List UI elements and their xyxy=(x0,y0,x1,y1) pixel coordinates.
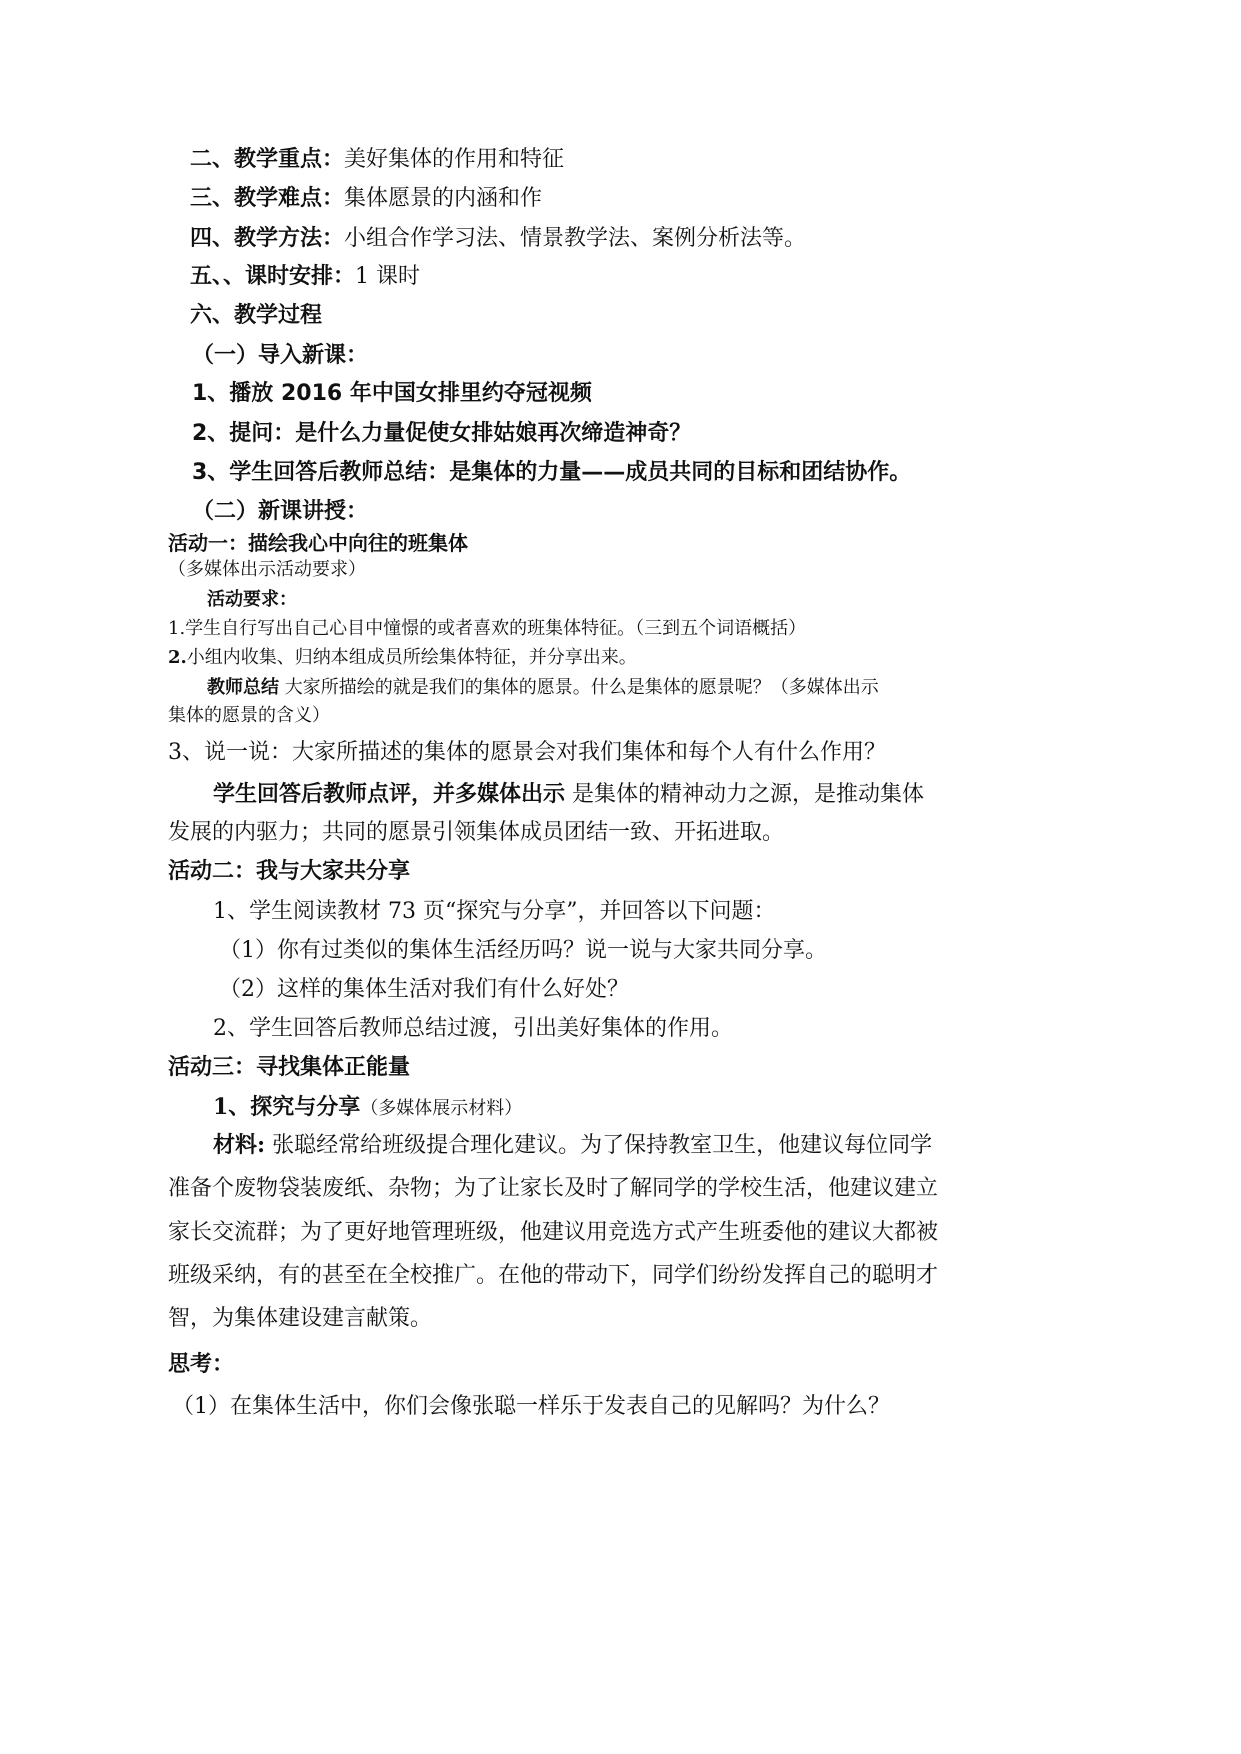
activity2-item-1: 1、学生阅读教材 73 页“探究与分享”，并回答以下问题： xyxy=(213,899,776,924)
material-text-1: 张聪经常给班级提合理化建议。为了保持教室卫生，他建议每位同学 xyxy=(272,1133,933,1158)
activity1-answer-line-2: 发展的内驱力；共同的愿景引领集体成员团结一致、开拓进取。 xyxy=(168,820,785,845)
activity1-requirement-2 xyxy=(168,649,637,667)
teacher-summary-label: 教师总结 xyxy=(207,677,279,698)
activity2-item-2: 2、学生回答后教师总结过渡，引出美好集体的作用。 xyxy=(213,1016,733,1041)
activity1-question-3: 3、说一说：大家所描述的集体的愿景会对我们集体和每个人有什么作用？ xyxy=(168,740,886,765)
key-points-label: 二、教学重点： xyxy=(190,146,345,172)
teacher-summary-line-2: 集体的愿景的含义） xyxy=(168,705,330,726)
difficulties-text: 集体愿景的内涵和作 xyxy=(344,186,543,211)
intro-heading: （一）导入新课： xyxy=(192,342,369,368)
activity1-title: 活动一：描绘我心中向往的班集体 xyxy=(168,531,468,555)
think-label: 思考： xyxy=(168,1351,235,1377)
requirement-2-number: 2. xyxy=(168,647,187,668)
key-points-line xyxy=(190,148,564,171)
requirement-2-text: 小组内收集、归纳本组成员所绘集体特征，并分享出来。 xyxy=(186,647,637,668)
activity2-title: 活动二：我与大家共分享 xyxy=(168,859,411,884)
methods-line xyxy=(190,227,806,250)
teacher-summary-line-1 xyxy=(207,679,879,697)
new-lesson-heading: （二）新课讲授： xyxy=(192,498,369,524)
activity3-item-1 xyxy=(213,1096,522,1119)
activity3-item-1-label: 1、探究与分享 xyxy=(213,1094,361,1120)
material-label: 材料 xyxy=(213,1132,258,1158)
intro-item-2: 2、提问：是什么力量促使女排姑娘再次缔造神奇？ xyxy=(192,421,692,446)
schedule-text: 1 课时 xyxy=(355,264,421,289)
methods-label: 四、教学方法： xyxy=(190,225,345,251)
material-line-5: 智，为集体建设建言献策。 xyxy=(168,1306,433,1331)
methods-text: 小组合作学习法、情景教学法、案例分析法等。 xyxy=(344,226,807,251)
activity2-question-1: （1）你有过类似的集体生活经历吗？说一说与大家共同分享。 xyxy=(219,938,827,963)
answer-bold-lead: 学生回答后教师点评，并多媒体出示 xyxy=(213,781,566,807)
activity3-item-1-note: （多媒体展示材料） xyxy=(360,1098,523,1119)
difficulties-label: 三、教学难点： xyxy=(190,185,345,211)
intro-item-1: 1、播放 2016 年中国女排里约夺冠视频 xyxy=(192,381,592,406)
intro-item-3: 3、学生回答后教师总结：是集体的力量——成员共同的目标和团结协作。 xyxy=(192,460,912,485)
material-line-4: 班级采纳，有的甚至在全校推广。在他的带动下，同学们纷纷发挥自己的聪明才 xyxy=(168,1263,939,1288)
difficulties-line xyxy=(190,187,542,210)
material-line-3: 家长交流群；为了更好地管理班级，他建议用竞选方式产生班委他的建议大都被 xyxy=(168,1220,939,1245)
activity1-requirements-label: 活动要求： xyxy=(207,589,297,610)
schedule-label: 五、、课时安排： xyxy=(190,263,356,289)
answer-text-1: 是集体的精神动力之源，是推动集体 xyxy=(572,782,925,807)
process-heading: 六、教学过程 xyxy=(190,302,323,328)
teacher-summary-text: 大家所描绘的就是我们的集体的愿景。什么是集体的愿景呢？（多媒体出示 xyxy=(284,677,879,698)
activity2-question-2: （2）这样的集体生活对我们有什么好处？ xyxy=(219,977,629,1002)
think-question-1: （1）在集体生活中，你们会像张聪一样乐于发表自己的见解吗？为什么？ xyxy=(172,1394,890,1419)
material-line-2: 准备个废物袋装废纸、杂物；为了让家长及时了解同学的学校生活，他建议建立 xyxy=(168,1176,939,1201)
material-line-1: 材料: 张聪经常给班级提合理化建议。为了保持教室卫生，他建议每位同学 xyxy=(213,1132,933,1158)
activity3-title: 活动三：寻找集体正能量 xyxy=(168,1055,411,1080)
key-points-text: 美好集体的作用和特征 xyxy=(344,147,565,172)
schedule-line xyxy=(190,265,420,288)
activity1-requirement-1: 1.学生自行写出自己心目中憧憬的或者喜欢的班集体特征。（三到五个词语概括） xyxy=(168,618,807,639)
activity1-answer-line-1 xyxy=(213,783,924,806)
activity1-note: （多媒体出示活动要求） xyxy=(168,559,366,580)
